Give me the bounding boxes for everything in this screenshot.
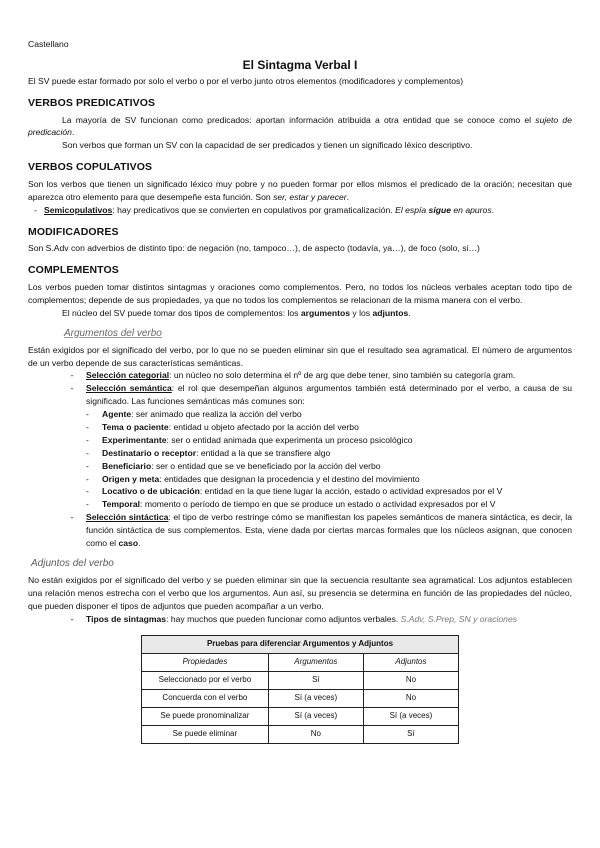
table-caption-row [142, 635, 459, 653]
table-cell: Sí (a veces) [268, 707, 363, 725]
table-cell: No [363, 671, 458, 689]
list-item-role: - Tema o paciente: entidad u objeto afectado por la acción del verbo [86, 422, 359, 433]
page-title: El Sintagma Verbal I [242, 57, 358, 72]
table-cell: Se puede pronominalizar [142, 707, 269, 725]
predicativos-paragraph-1: La mayoría de SV funcionan como predicados: aportan información atribuida a otra entidad que se conoce como el sujeto de predicación. [28, 114, 572, 138]
copulativos-paragraph: Son los verbos que tienen un significado léxico muy pobre y no pueden formar por ellos mismos el predicado de la oración; necesitan que aparezca otro elemento para que desempeñe esta función. Son ser, estar y parecer. [28, 178, 572, 202]
column-header-adjuntos: Adjuntos [363, 653, 458, 671]
list-item-role: - Experimentante: ser o entidad animada que experimenta un proceso psicológico [86, 434, 413, 445]
column-header-argumentos: Argumentos [268, 653, 363, 671]
list-item-seleccion-semantica: - Selección semántica: el rol que desempeñan algunos argumentos también está determinado por el verbo, a causa de su significado. Las funciones semánticas más comunes son: [28, 382, 572, 408]
list-item-semicopulativos: - Semicopulativos: hay predicativos que se convierten en copulativos por gramaticalización. El espía sigue en apuros. [34, 204, 495, 215]
list-item-tipos-sintagmas: - Tipos de sintagmas: hay muchos que pueden funcionar como adjuntos verbales. S.Adv, S.Prep, SN y oraciones [28, 613, 572, 626]
predicativos-paragraph-2: Son verbos que forman un SV con la capacidad de ser predicados y tienen un significado léxico descriptivo. [62, 140, 473, 151]
semantic-roles-list [28, 408, 572, 511]
subheading-argumentos: Argumentos del verbo [64, 327, 162, 339]
section-heading-complementos: COMPLEMENTOS [28, 264, 119, 277]
list-item-seleccion-sintactica: - Selección sintáctica: el tipo de verbo restringe cómo se manifiestan los papeles semánticos de manera sintáctica, es decir, la función sintáctica de sus complementos. Esta, viene dada por ciertas marcas formales que los núcleos asignan, que conocen como el caso. [28, 511, 572, 550]
adjuntos-paragraph: No están exigidos por el significado del verbo y se pueden eliminar sin que la secuencia resultante sea agramatical. Los adjuntos establecen una relación menos estrecha con el verbo que los argumentos. Aun así, su presencia se determina en función de las propiedades del núcleo, que pueden disponer el tipos de adjuntos que pueden acompañar a un verbo. [28, 574, 572, 611]
table-row [142, 671, 459, 689]
table-row [142, 725, 459, 743]
list-item-role: - Agente: ser animado que realiza la acción del verbo [86, 409, 302, 420]
list-item-role: - Origen y meta: entidades que designan la procedencia y el destino del movimiento [86, 473, 420, 484]
table-cell: Sí (a veces) [268, 689, 363, 707]
list-item-role: - Beneficiario: ser o entidad que se ve beneficiado por la acción del verbo [86, 460, 381, 471]
table-cell: Se puede eliminar [142, 725, 269, 743]
list-item-role: - Locativo o de ubicación: entidad en la que tiene lugar la acción, estado o actividad expresados por el V [86, 486, 503, 497]
table-cell: Seleccionado por el verbo [142, 671, 269, 689]
modificadores-paragraph: Son S.Adv con adverbios de distinto tipo: de negación (no, tampoco…), de aspecto (todavía, ya…), de foco (solo, si…) [28, 243, 480, 254]
dash-bullet: - [70, 512, 74, 523]
intro-paragraph: El SV puede estar formado por solo el verbo o por el verbo junto otros elementos (modificadores y complementos) [28, 75, 464, 86]
list-item-seleccion-categorial: - Selección categorial: un núcleo no solo determina el nº de arg que debe tener, sino también su categoría gram. [28, 369, 572, 382]
table-cell: Sí (a veces) [363, 707, 458, 725]
table-header-row [142, 653, 459, 671]
table-cell: No [268, 725, 363, 743]
dash-bullet: - [70, 383, 74, 394]
table-cell: Sí [363, 725, 458, 743]
list-item-role: - Destinatario o receptor: entidad a la que se transfiere algo [86, 447, 331, 458]
subject-label: Castellano [28, 39, 69, 49]
table-caption: Pruebas para diferenciar Argumentos y Adjuntos [142, 635, 459, 653]
section-heading-modificadores: MODIFICADORES [28, 225, 119, 238]
complementos-paragraph-2: El núcleo del SV puede tomar dos tipos de complementos: los argumentos y los adjuntos. [62, 307, 411, 318]
complementos-paragraph-1: Los verbos pueden tomar distintos sintagmas y oraciones como complementos. Pero, no todos los núcleos verbales aceptan todo tipo de complementos; depende de sus propiedades, ya que no todos los complementos se relacionan de la misma manera con el verbo. [28, 282, 572, 305]
dash-bullet: - [70, 370, 74, 381]
table-cell: No [363, 689, 458, 707]
dash-bullet: - [70, 613, 74, 624]
section-heading-copulativos: VERBOS COPULATIVOS [28, 161, 153, 174]
list-item-role: - Temporal: momento o período de tiempo en que se produce un estado o actividad expresados por el V [86, 499, 496, 510]
table-cell: Concuerda con el verbo [142, 689, 269, 707]
table-row [142, 707, 459, 725]
table-row [142, 689, 459, 707]
column-header-propiedades: Propiedades [142, 653, 269, 671]
subheading-adjuntos: Adjuntos del verbo [31, 557, 114, 569]
argumentos-paragraph: Están exigidos por el significado del verbo, por lo que no se pueden eliminar sin que el resultado sea agramatical. El número de argumentos de un verbo depende de sus características semánticas. [28, 344, 572, 368]
table-cell: Sí [268, 671, 363, 689]
section-heading-predicativos: VERBOS PREDICATIVOS [28, 96, 156, 109]
dash-bullet: - [34, 204, 37, 215]
comparison-table [141, 635, 459, 744]
